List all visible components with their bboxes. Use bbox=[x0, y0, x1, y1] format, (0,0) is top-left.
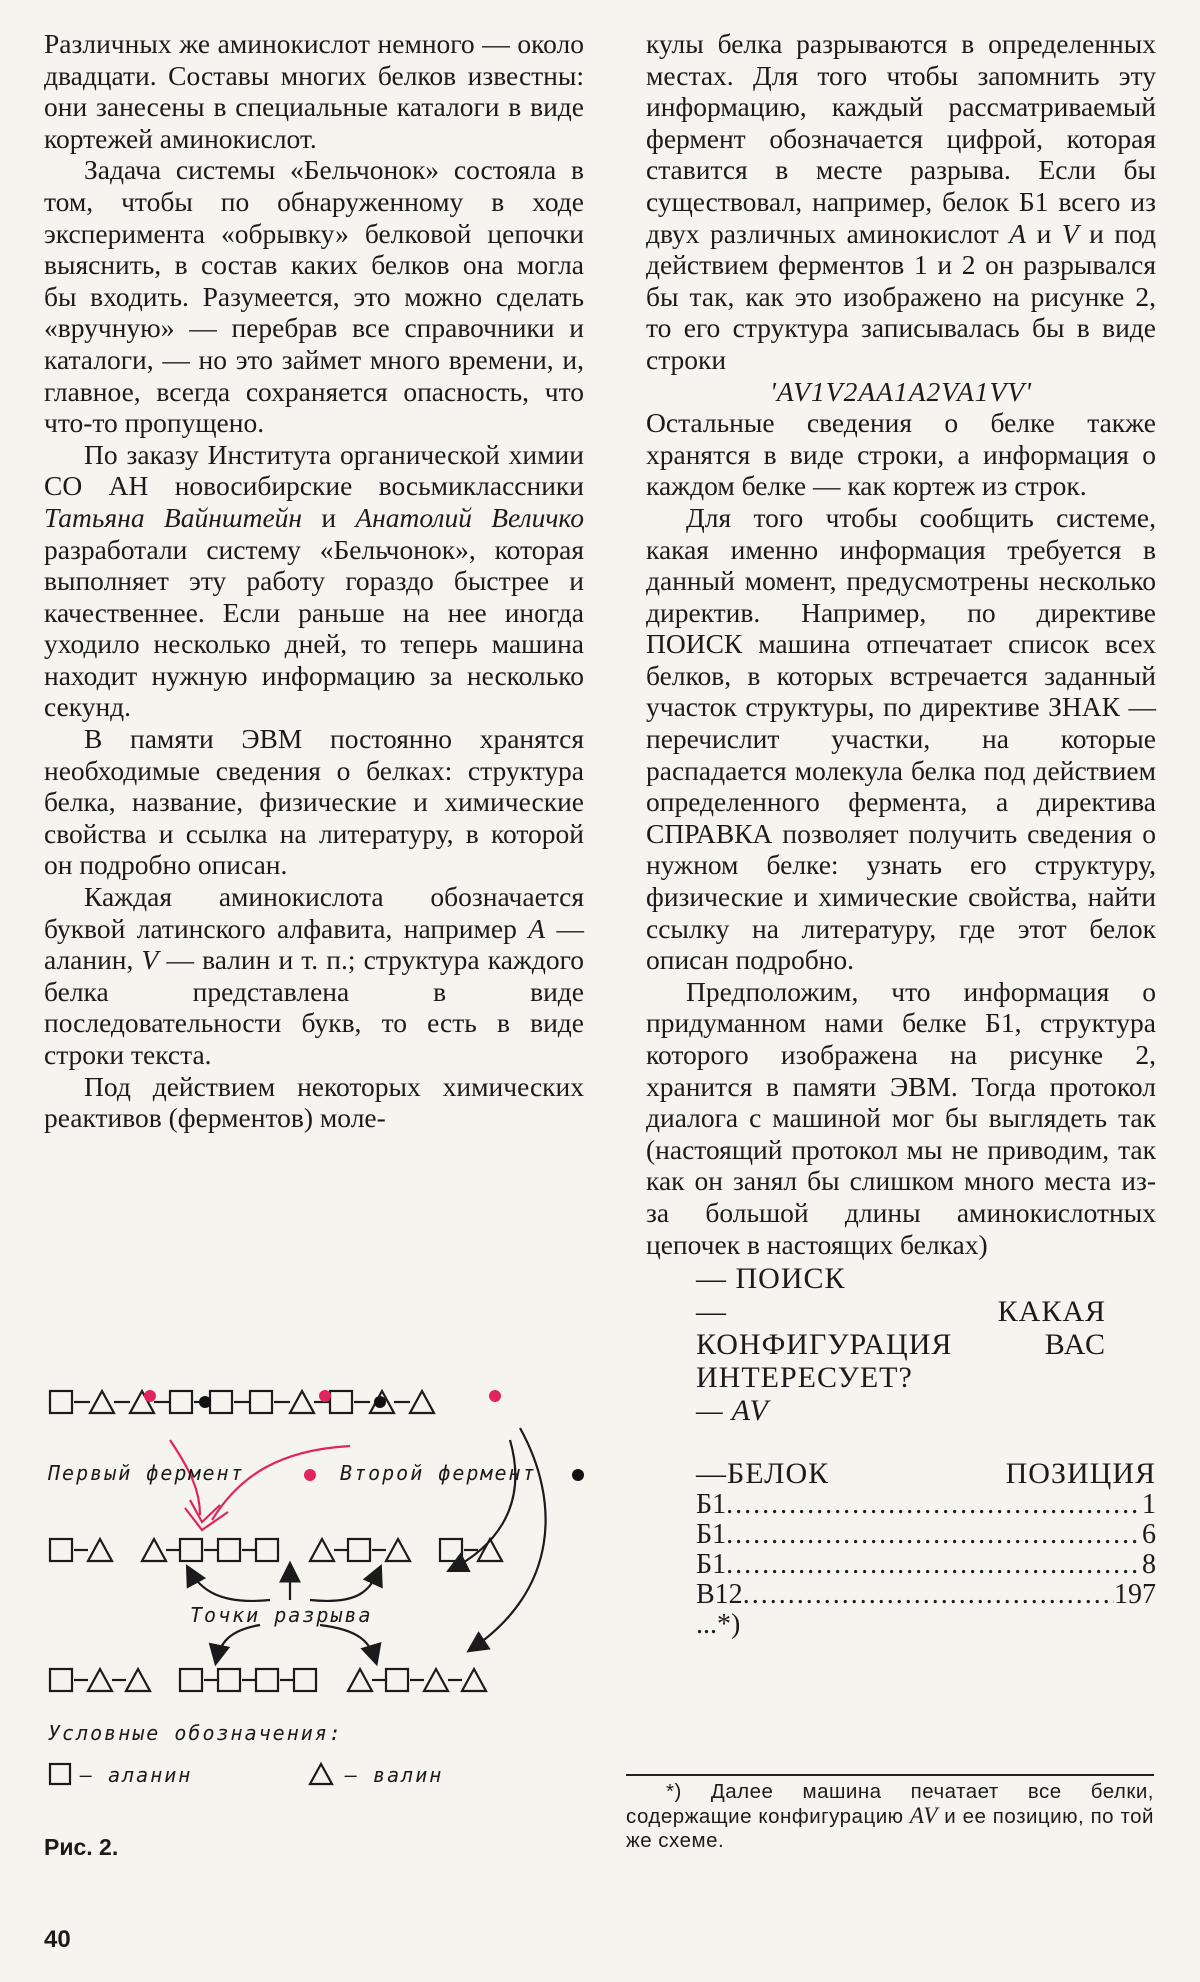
valine-triangle bbox=[126, 1669, 150, 1691]
list-item bbox=[696, 1520, 1156, 1550]
alanine-square bbox=[218, 1669, 240, 1691]
text-run: — валин и т. п.; структура каждого белка представлена в виде последовательности букв, то есть в виде строки текста. bbox=[44, 944, 584, 1070]
paragraph bbox=[646, 28, 1156, 376]
legend-title: Условные обозначения: bbox=[48, 1721, 343, 1745]
author-name: Анатолий Величко bbox=[355, 501, 585, 533]
protein-name: Б1 bbox=[696, 1489, 727, 1521]
alanine-square bbox=[348, 1539, 370, 1561]
protein-chains bbox=[50, 1390, 502, 1691]
text-run: кулы белка разрываются в определенных местах. Для того чтобы запомнить эту информацию, каждый рассматриваемый фермент обозначается цифрой, которая ставится в месте разрыва. Если бы существовал, например, белок Б1 всего из двух различных аминокислот bbox=[646, 28, 1156, 249]
text-run: — аланин, bbox=[44, 912, 585, 976]
protein-position: 197 bbox=[1114, 1579, 1156, 1611]
enzyme1-arrows bbox=[170, 1440, 350, 1530]
alanine-square bbox=[210, 1391, 232, 1413]
valine-triangle bbox=[310, 1539, 334, 1561]
protein-position: 1 bbox=[1142, 1489, 1156, 1521]
protein-position: 8 bbox=[1142, 1549, 1156, 1581]
label-enzyme2: Второй фермент bbox=[340, 1461, 537, 1485]
figure-enzyme-cleavage bbox=[40, 1380, 600, 1820]
list-item bbox=[696, 1580, 1156, 1610]
dialog-line: — КАКАЯ КОНФИГУРАЦИЯ ВАС ИНТЕРЕСУЕТ? bbox=[696, 1295, 1106, 1395]
alanine-square bbox=[170, 1391, 192, 1413]
alanine-square bbox=[256, 1669, 278, 1691]
legend-alanine: — аланин bbox=[80, 1763, 193, 1787]
enzyme1-marker bbox=[304, 1469, 316, 1481]
results-list bbox=[646, 1490, 1156, 1640]
paragraph: В памяти ЭВМ постоянно хранятся необходимые сведения о белках: структура белка, название, физические и химические свойства и ссылка на литературу, в которой он подробно описан. bbox=[44, 723, 584, 881]
results-ellipsis: ...*) bbox=[696, 1609, 741, 1641]
author-name: Татьяна Вайнштейн bbox=[44, 501, 303, 533]
paragraph bbox=[44, 881, 584, 1071]
symbol-v: V bbox=[141, 944, 159, 976]
list-item bbox=[696, 1550, 1156, 1580]
alanine-square bbox=[50, 1391, 72, 1413]
alanine-square bbox=[386, 1669, 408, 1691]
cleavage-dot bbox=[199, 1396, 211, 1408]
alanine-square bbox=[180, 1539, 202, 1561]
valine-triangle-icon bbox=[310, 1764, 332, 1784]
alanine-square bbox=[294, 1669, 316, 1691]
dialog-line bbox=[696, 1394, 1156, 1427]
text-run: и bbox=[302, 501, 356, 533]
valine-triangle bbox=[410, 1391, 434, 1413]
paragraph bbox=[44, 439, 584, 723]
cleavage-dot bbox=[374, 1396, 386, 1408]
alanine-square bbox=[250, 1391, 272, 1413]
legend-valine: — валин bbox=[345, 1763, 444, 1787]
protein-name: Б1 bbox=[696, 1519, 727, 1551]
label-breakpoints: Точки разрыва bbox=[190, 1603, 373, 1627]
alanine-square-icon bbox=[50, 1764, 70, 1784]
alanine-square bbox=[180, 1669, 202, 1691]
valine-triangle bbox=[348, 1669, 372, 1691]
alanine-square bbox=[50, 1669, 72, 1691]
page-number: 40 bbox=[44, 1926, 71, 1953]
paragraph: Задача системы «Бельчонок» состояла в том, чтобы по обнаруженному в ходе эксперимента «обрывку» белковой цепочки выяснить, в состав каких белков она могла бы входить. Разумеется, это можно сделать «вручную» — перебрав все справочники и каталоги, — но это займет много времени, и, главное, всегда сохраняется опасность, что что-то пропущено. bbox=[44, 154, 584, 439]
protein-name: Б1 bbox=[696, 1549, 727, 1581]
text-run: и ее позицию, по той же схеме. bbox=[626, 1805, 1154, 1852]
structure-formula: 'AV1V2AA1A2VA1VV' bbox=[769, 375, 1033, 407]
protein-name: В12 bbox=[696, 1579, 743, 1611]
protein-position: 6 bbox=[1142, 1519, 1156, 1551]
valine-triangle bbox=[88, 1669, 112, 1691]
list-item bbox=[696, 1490, 1156, 1520]
text-run: По заказу Института органической химии СО АН новосибирские восьмиклассники bbox=[44, 438, 584, 502]
cleavage-dot bbox=[319, 1390, 331, 1402]
alanine-square bbox=[50, 1539, 72, 1561]
right-column bbox=[646, 28, 1156, 1640]
symbol-a: A bbox=[1009, 217, 1027, 249]
symbol-a: A bbox=[528, 912, 546, 944]
text-run: и bbox=[1026, 217, 1062, 249]
text-run: и под действием ферментов 1 и 2 он разрывался бы так, как это изображено на рисунке 2, то его структура записывалась бы в виде строки bbox=[646, 217, 1157, 375]
dialog-input: — AV bbox=[696, 1394, 769, 1428]
results-header bbox=[696, 1457, 1156, 1490]
left-column bbox=[44, 28, 584, 1134]
valine-triangle bbox=[386, 1539, 410, 1561]
figure-caption: Рис. 2. bbox=[44, 1834, 119, 1860]
text-run: разработали систему «Бельчонок», которая выполняет эту работу гораздо быстрее и качественнее. Если раньше на нее иногда уходило несколько дней, то теперь машина находит нужную информацию за несколько секунд. bbox=[44, 533, 584, 723]
alanine-square bbox=[218, 1539, 240, 1561]
symbol-v: V bbox=[1061, 217, 1079, 249]
footnote-rule bbox=[626, 1774, 1154, 1776]
enzyme2-marker bbox=[572, 1469, 584, 1481]
dialog-line: — ПОИСК bbox=[696, 1262, 846, 1296]
header-protein: —БЕЛОК bbox=[696, 1457, 830, 1491]
text-run: Каждая аминокислота обозначается буквой латинского алфавита, например bbox=[44, 881, 584, 944]
header-position: ПОЗИЦИЯ bbox=[1005, 1457, 1156, 1491]
paragraph: Предположим, что информация о придуманном нами белке Б1, структура которого изображена на рисунке 2, хранится в памяти ЭВМ. Тогда протокол диалога с машиной мог бы выглядеть так (настоящий протокол мы не приводим, так как он занял бы слишком много места из-за большой длины аминокислотных цепочек в настоящих белках) bbox=[646, 975, 1156, 1260]
valine-triangle bbox=[90, 1391, 114, 1413]
valine-triangle bbox=[290, 1391, 314, 1413]
label-enzyme1: Первый фермент bbox=[48, 1461, 245, 1485]
valine-triangle bbox=[142, 1539, 166, 1561]
valine-triangle bbox=[424, 1669, 448, 1691]
paragraph: Для того чтобы сообщить системе, какая именно информация требуется в данный момент, предусмотрены несколько директив. Например, по директиве ПОИСК машина отпечатает список всех белков, в которых встречается заданный участок структуры, по директиве ЗНАК — перечислит участки, на которые распадается молекула белка под действием определенного фермента, а директива СПРАВКА позволяет получить сведения о нужном белке: узнать его структуру, физические и химические свойства, найти ссылку на литературу, где этот белок описан подробно. bbox=[646, 501, 1156, 976]
dialog-protocol bbox=[696, 1262, 1156, 1427]
valine-triangle bbox=[88, 1539, 112, 1561]
text-run: *) Далее машина печатает все белки, содержащие конфигурацию bbox=[626, 1780, 1154, 1828]
cleavage-dot bbox=[489, 1390, 501, 1402]
paragraph: Под действием некоторых химических реактивов (ферментов) моле- bbox=[44, 1070, 584, 1134]
alanine-square bbox=[330, 1391, 352, 1413]
paragraph: Различных же аминокислот немного — около двадцати. Составы многих белков известны: они занесены в специальные каталоги в виде кортежей аминокислот. bbox=[44, 28, 584, 154]
alanine-square bbox=[256, 1539, 278, 1561]
valine-triangle bbox=[462, 1669, 486, 1691]
symbol-av: AV bbox=[909, 1803, 938, 1828]
cleavage-dot bbox=[144, 1390, 156, 1402]
footnote bbox=[626, 1780, 1154, 1853]
paragraph: Остальные сведения о белке также хранятся в виде строки, а информация о каждом белке — как кортеж из строк. bbox=[646, 407, 1156, 502]
alanine-square bbox=[440, 1539, 462, 1561]
